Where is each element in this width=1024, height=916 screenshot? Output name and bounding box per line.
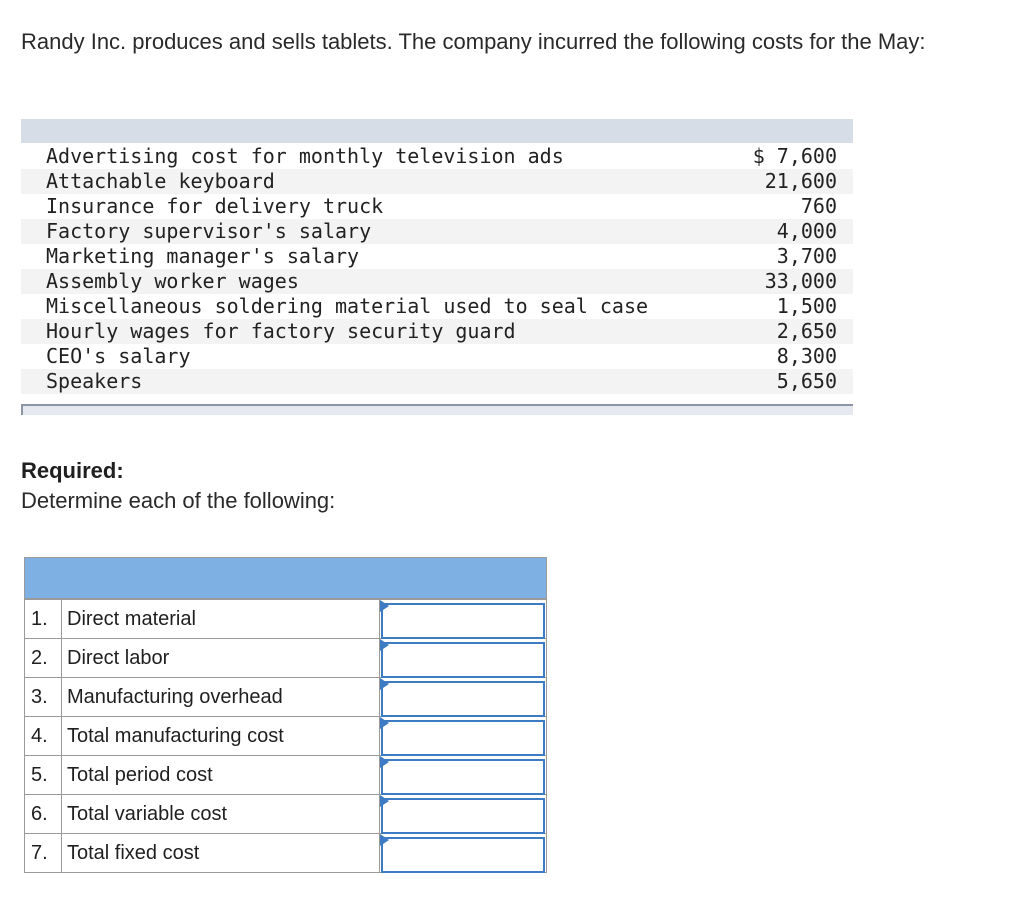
cost-table bbox=[21, 119, 853, 415]
row-label: Total manufacturing cost bbox=[62, 717, 380, 755]
cost-label: Advertising cost for monthly television ads bbox=[46, 144, 564, 168]
row-number: 3. bbox=[25, 678, 62, 716]
answer-cell bbox=[380, 756, 546, 794]
row-number: 6. bbox=[25, 795, 62, 833]
problem-intro: Randy Inc. produces and sells tablets. The company incurred the following costs for the May: bbox=[21, 29, 926, 54]
row-number: 7. bbox=[25, 834, 62, 872]
answer-table bbox=[24, 557, 547, 873]
row-label: Total fixed cost bbox=[62, 834, 380, 872]
answer-row-total-manufacturing-cost bbox=[25, 716, 546, 755]
answer-cell bbox=[380, 600, 546, 638]
row-number: 4. bbox=[25, 717, 62, 755]
cost-label: Insurance for delivery truck bbox=[46, 194, 384, 218]
row-label: Direct labor bbox=[62, 639, 380, 677]
required-instruction: Determine each of the following: bbox=[21, 488, 336, 513]
direct-material-input[interactable] bbox=[381, 603, 545, 639]
cell-flag-icon bbox=[380, 795, 389, 807]
cost-row bbox=[21, 269, 853, 294]
cost-label: Attachable keyboard bbox=[46, 169, 275, 193]
row-label: Direct material bbox=[62, 600, 380, 638]
total-fixed-cost-input[interactable] bbox=[381, 837, 545, 873]
cost-row bbox=[21, 344, 853, 369]
total-manufacturing-cost-input[interactable] bbox=[381, 720, 545, 756]
cost-row bbox=[21, 144, 853, 169]
direct-labor-input[interactable] bbox=[381, 642, 545, 678]
required-title: Required: bbox=[21, 458, 124, 483]
cost-amount: 1,500 bbox=[776, 294, 837, 318]
answer-cell bbox=[380, 678, 546, 716]
cell-flag-icon bbox=[380, 756, 389, 768]
cost-label: Miscellaneous soldering material used to seal case bbox=[46, 294, 649, 318]
cost-label: Hourly wages for factory security guard bbox=[46, 319, 516, 343]
cost-label: CEO's salary bbox=[46, 344, 191, 368]
row-label: Manufacturing overhead bbox=[62, 678, 380, 716]
row-label: Total variable cost bbox=[62, 795, 380, 833]
total-variable-cost-input[interactable] bbox=[381, 798, 545, 834]
row-number: 5. bbox=[25, 756, 62, 794]
cell-flag-icon bbox=[380, 834, 389, 846]
answer-cell bbox=[380, 639, 546, 677]
answer-row-direct-labor bbox=[25, 638, 546, 677]
cell-flag-icon bbox=[380, 639, 389, 651]
manufacturing-overhead-input[interactable] bbox=[381, 681, 545, 717]
cost-row bbox=[21, 369, 853, 394]
cost-row bbox=[21, 169, 853, 194]
cost-amount: $ 7,600 bbox=[752, 144, 837, 168]
cost-amount: 8,300 bbox=[776, 344, 837, 368]
cost-table-footer bbox=[21, 404, 853, 415]
cost-table-header bbox=[21, 119, 853, 143]
cost-amount: 760 bbox=[800, 194, 837, 218]
answer-cell bbox=[380, 717, 546, 755]
row-label: Total period cost bbox=[62, 756, 380, 794]
cost-row bbox=[21, 194, 853, 219]
answer-cell bbox=[380, 834, 546, 872]
cost-row bbox=[21, 244, 853, 269]
answer-row-total-fixed-cost bbox=[25, 833, 546, 872]
total-period-cost-input[interactable] bbox=[381, 759, 545, 795]
row-number: 1. bbox=[25, 600, 62, 638]
answer-row-direct-material bbox=[25, 599, 546, 638]
answer-row-total-period-cost bbox=[25, 755, 546, 794]
cost-amount: 21,600 bbox=[764, 169, 837, 193]
answer-table-header bbox=[25, 558, 546, 599]
row-number: 2. bbox=[25, 639, 62, 677]
cost-amount: 33,000 bbox=[764, 269, 837, 293]
answer-row-manufacturing-overhead bbox=[25, 677, 546, 716]
cost-row bbox=[21, 219, 853, 244]
answer-row-total-variable-cost bbox=[25, 794, 546, 833]
cost-label: Assembly worker wages bbox=[46, 269, 299, 293]
cell-flag-icon bbox=[380, 678, 389, 690]
cost-amount: 4,000 bbox=[776, 219, 837, 243]
cost-label: Marketing manager's salary bbox=[46, 244, 360, 268]
cost-amount: 5,650 bbox=[776, 369, 837, 393]
cost-row bbox=[21, 294, 853, 319]
required-section bbox=[21, 456, 335, 516]
cost-label: Factory supervisor's salary bbox=[46, 219, 372, 243]
cost-table-body bbox=[21, 143, 853, 394]
cost-row bbox=[21, 319, 853, 344]
cost-label: Speakers bbox=[46, 369, 143, 393]
cell-flag-icon bbox=[380, 717, 389, 729]
cost-amount: 2,650 bbox=[776, 319, 837, 343]
answer-cell bbox=[380, 795, 546, 833]
cell-flag-icon bbox=[380, 600, 389, 612]
cost-amount: 3,700 bbox=[776, 244, 837, 268]
